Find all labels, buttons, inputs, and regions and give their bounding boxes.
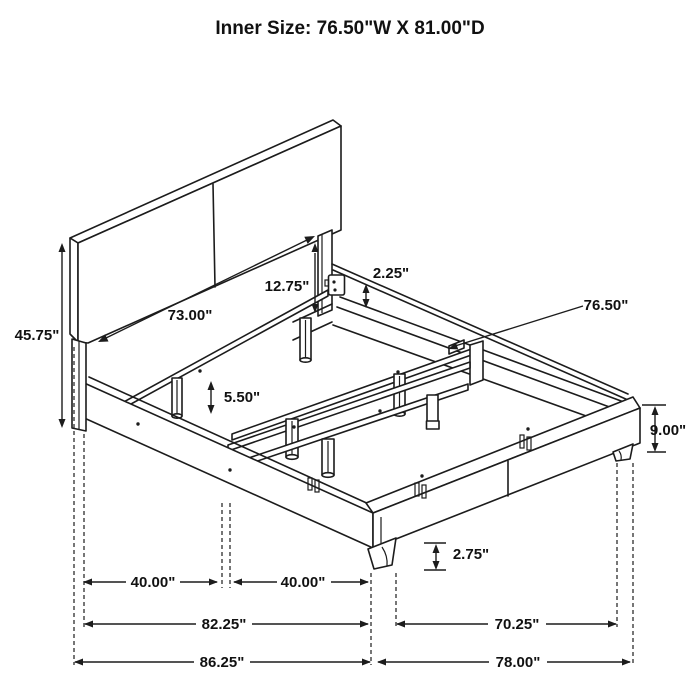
dim-foot-inner-width — [396, 616, 617, 633]
svg-text:2.75": 2.75" — [452, 546, 490, 563]
support-leg-5 — [427, 395, 440, 429]
svg-text:12.75": 12.75" — [264, 278, 310, 295]
svg-text:76.50": 76.50" — [583, 297, 629, 314]
svg-text:78.00": 78.00" — [495, 654, 541, 671]
dim-leg-span-left — [83, 574, 218, 591]
dim-rail-length — [84, 616, 369, 633]
support-leg-3 — [286, 419, 298, 459]
dim-foot-leg-height — [424, 543, 489, 570]
svg-text:70.25": 70.25" — [494, 616, 540, 633]
headboard-left-edge — [70, 238, 78, 342]
svg-text:9.00": 9.00" — [649, 422, 687, 439]
svg-text:73.00": 73.00" — [167, 307, 213, 324]
svg-text:45.75": 45.75" — [14, 327, 60, 344]
svg-text:86.25": 86.25" — [199, 654, 245, 671]
dim-headboard-height — [15, 243, 66, 428]
headboard-right-leg — [318, 230, 332, 316]
dim-inner-width — [448, 297, 628, 349]
svg-text:40.00": 40.00" — [280, 574, 326, 591]
diagram-title: Inner Size: 76.50"W X 81.00"D — [215, 18, 485, 39]
dim-center-leg-height — [208, 381, 261, 414]
dim-overall-depth — [74, 654, 371, 671]
dim-leg-span-right — [233, 574, 369, 591]
dim-overall-width — [377, 654, 631, 671]
svg-text:82.25": 82.25" — [201, 616, 247, 633]
far-side-rail — [333, 297, 640, 426]
headboard-bracket — [329, 275, 345, 295]
support-leg-2 — [300, 318, 311, 362]
support-leg-6 — [322, 439, 334, 477]
rail-end-plate — [470, 341, 483, 385]
dim-frame-height — [642, 405, 686, 452]
support-leg-1 — [172, 378, 182, 418]
svg-text:2.25": 2.25" — [372, 265, 410, 282]
footboard — [366, 397, 640, 550]
footboard-front-face — [373, 408, 640, 548]
svg-text:5.50": 5.50" — [223, 389, 261, 406]
svg-text:40.00": 40.00" — [130, 574, 176, 591]
